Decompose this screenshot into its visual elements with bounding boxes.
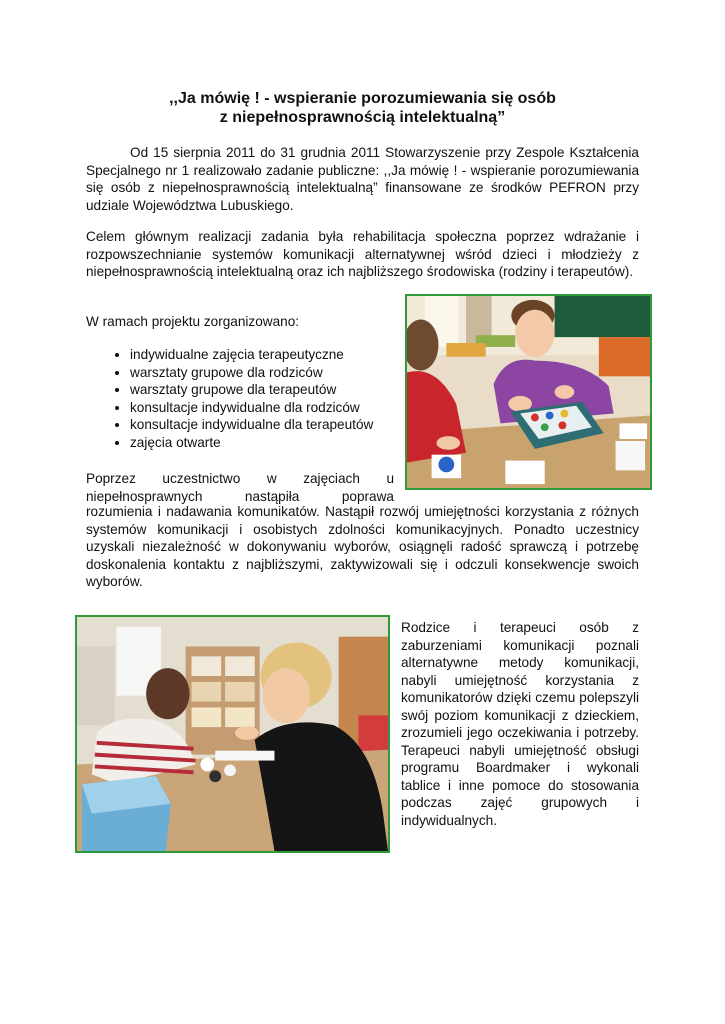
list-item: • warsztaty grupowe dla terapeutów xyxy=(130,381,373,399)
document-title-line-2: z niepełnosprawnością intelektualną” xyxy=(219,109,506,126)
list-item: • konsultacje indywidualne dla rodziców xyxy=(130,399,373,417)
results-paragraph-start: Poprzez uczestnictwo w zajęciach u niepełnosprawnych nastąpiła poprawa xyxy=(86,471,394,504)
activities-list xyxy=(100,346,373,451)
document-title-line-1: ,,Ja mówię ! - wspieranie porozumiewania się osób xyxy=(169,90,556,107)
list-item: • indywidualne zajęcia terapeutyczne xyxy=(130,346,373,364)
photo-child-with-communicator xyxy=(405,294,652,490)
list-item: • zajęcia otwarte xyxy=(130,434,373,452)
parents-therapists-paragraph: Rodzice i terapeuci osób z zaburzeniami komunikacji poznali alternatywne metody komunikacji, nabyli umiejętność korzystania z komunikatorów dzięki czemu polepszyli swój poziom komunikacji z dzieckiem, zrozumieli jego oczekiwania i potrzeby. Terapeuci nabyli umiejętność obsługi programu Boardmaker i wykonali tablice i inne pomoce do stosowania podczas zajęć grupowych i indywidualnych. xyxy=(401,620,639,828)
list-item: • konsultacje indywidualne dla terapeutów xyxy=(130,416,373,434)
list-item: • warsztaty grupowe dla rodziców xyxy=(130,364,373,382)
intro-paragraph: Od 15 sierpnia 2011 do 31 grudnia 2011 Stowarzyszenie przy Zespole Kształcenia Specjalnego nr 1 realizowało zadanie publiczne: ,,Ja mówię ! - wspieranie porozumiewania się osób z niepełnosprawnością intelektualną” finansowane ze środków PEFRON przy udziale Województwa Lubuskiego. xyxy=(86,145,639,213)
results-paragraph-rest: rozumienia i nadawania komunikatów. Nastąpił rozwój umiejętności korzystania z różnych systemów komunikacji i osobistych zdolności komunikacyjnych. Ponadto uczestnicy uzyskali niezależność w dokonywaniu wyborów, osiągnęli radość sprawczą i potrzebę doskonalenia kontaktu z najbliższymi, zaktywizowali się i odczuli konsekwencje swoich wyborów. xyxy=(86,504,639,589)
photo-therapist-with-child xyxy=(75,615,390,853)
goal-paragraph: Celem głównym realizacji zadania była rehabilitacja społeczna poprzez wdrażanie i rozpowszechnianie systemów komunikacji alternatywnej wśród dzieci i młodzieży z niepełnosprawnością intelektualną oraz ich najbliższego środowiska (rodziny i terapeutów). xyxy=(86,229,639,279)
list-intro: W ramach projektu zorganizowano: xyxy=(86,314,300,329)
